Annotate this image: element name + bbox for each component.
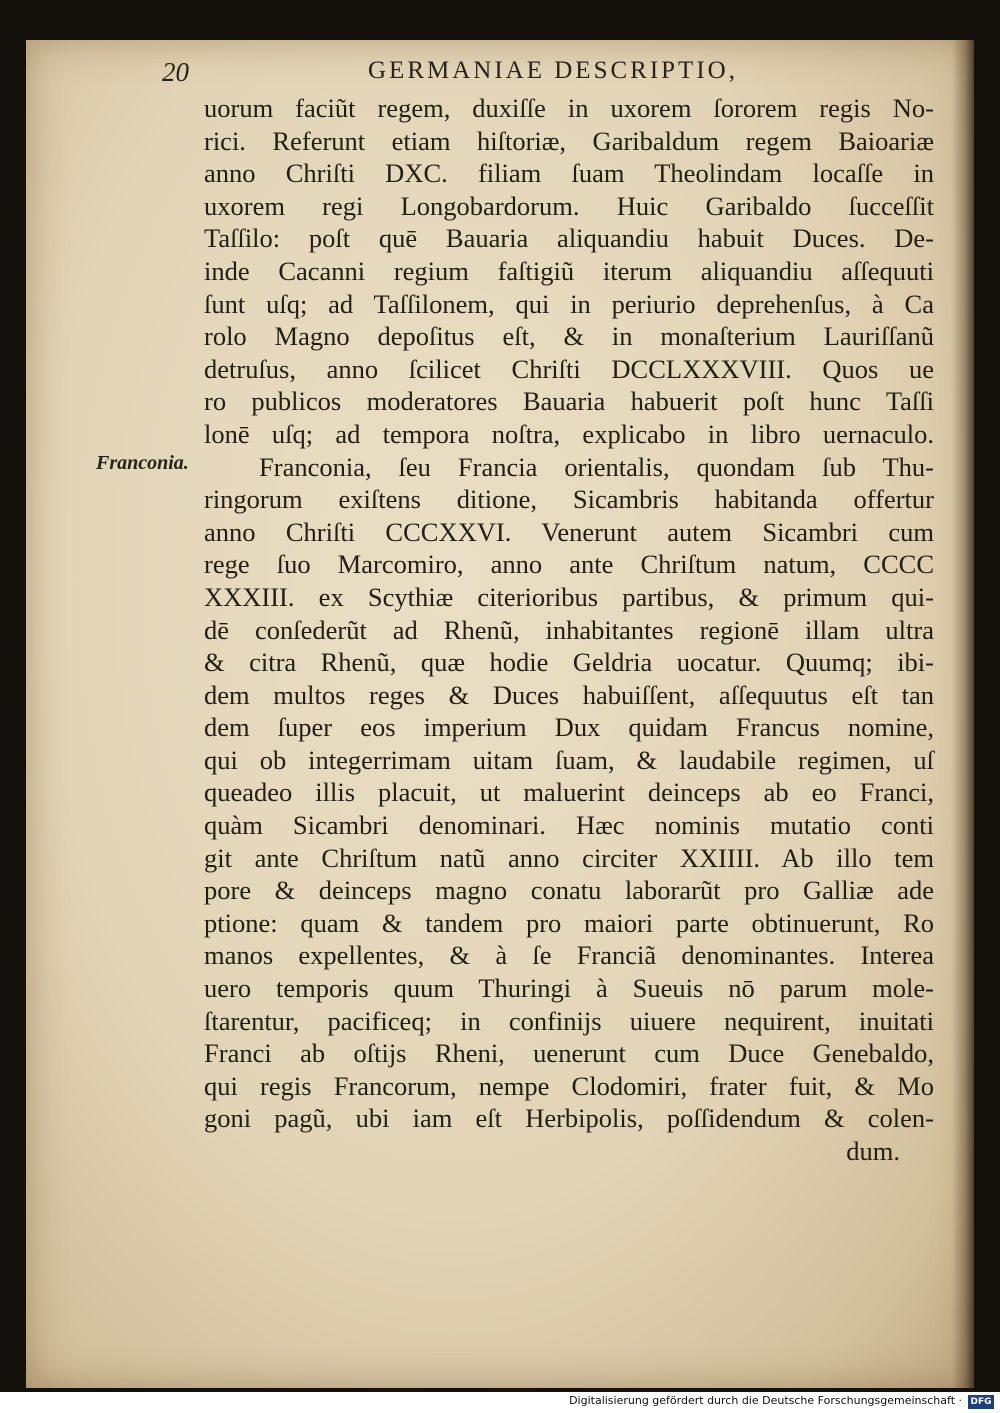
text-line: git ante Chriſtum natũ anno circiter XXIIII. Ab illo tem [204,842,934,873]
text-line: Taſſilo: poſt quē Bauaria aliquandiu habuit Duces. De- [204,223,934,254]
catchword-line: dum. [846,1136,900,1166]
text-line: rolo Magno depoſitus eſt, & in monaſterium Lauriſſanũ [204,321,934,352]
text-line: lonē uſq; ad tempora noſtra, explicabo in libro uernaculo. [204,418,934,449]
text-line: ptione: quam & tandem pro maiori parte obtinuerunt, Ro [204,907,934,938]
running-title: GERMANIAE DESCRIPTIO, [368,57,738,84]
paragraph-start-line: Franconia, ſeu Francia orientalis, quondam ſub Thu- [259,451,934,482]
text-line: detruſus, anno ſcilicet Chriſti DCCLXXXVIII. Quos ue [204,353,934,384]
text-line: Franci ab oſtijs Rheni, uenerunt cum Duce Genebaldo, [204,1038,934,1069]
page-header [162,55,922,95]
text-line: uero temporis quum Thuringi à Sueuis nō parum mole- [204,973,934,1004]
page-number: 20 [162,57,189,87]
body-text [204,92,934,1168]
text-line: & citra Rhenũ, quæ hodie Geldria uocatur. Quumq; ibi- [204,647,934,678]
text-line: qui ob integerrimam uitam ſuam, & laudabile regimen, uſ [204,744,934,775]
text-line: manos expellentes, & à ſe Franciã denominantes. Interea [204,940,934,971]
text-line: ſtarentur, pacificeq; in confinijs uiuere nequirent, inuitati [204,1005,934,1036]
text-line: ſunt uſq; ad Taſſilonem, qui in periurio deprehenſus, à Ca [204,288,934,319]
text-line: dē conſederũt ad Rhenũ, inhabitantes regionē illam ultra [204,614,934,645]
text-line: queadeo illis placuit, ut maluerint deinceps ab eo Franci, [204,777,934,808]
text-line: uorum faciũt regem, duxiſſe in uxorem ſororem regis No- [204,93,934,123]
text-line: quàm Sicambri denominari. Hæc nominis mutatio conti [204,810,934,841]
digitization-credit: Digitalisierung gefördert durch die Deutsche Forschungsgemeinschaft · [569,1394,962,1407]
text-line: ro publicos moderatores Bauaria habuerit poſt hunc Taſſi [204,386,934,417]
text-line: rici. Referunt etiam hiſtoriæ, Garibaldum regem Baioariæ [204,125,934,156]
text-line: uxorem regi Longobardorum. Huic Garibaldo ſucceſſit [204,190,934,221]
text-line: anno Chriſti DXC. filiam ſuam Theolindam locaſſe in [204,158,934,189]
text-line: dem multos reges & Duces habuiſſent, aſſequutus eſt tan [204,679,934,710]
dfg-logo: DFG [968,1395,994,1409]
footer-bar [0,1392,1000,1413]
text-line: pore & deinceps magno conatu laborarũt pro Galliæ ade [204,875,934,906]
text-line: goni pagũ, ubi iam eſt Herbipolis, poſſidendum & colen- [204,1103,934,1134]
text-line: rege ſuo Marcomiro, anno ante Chriſtum natum, CCCC [204,549,934,580]
text-line: anno Chriſti CCCXXVI. Venerunt autem Sicambri cum [204,516,934,547]
margin-note: Franconia. [96,452,189,474]
text-line: XXXIII. ex Scythiæ citerioribus partibus, & primum qui- [204,581,934,612]
page-gutter-shadow [952,40,974,1388]
text-line: dem ſuper eos imperium Dux quidam Francus nomine, [204,712,934,743]
text-line: qui regis Francorum, nempe Clodomiri, frater fuit, & Mo [204,1070,934,1101]
text-line: inde Cacanni regium faſtigiũ iterum aliquandiu aſſequuti [204,255,934,286]
text-line: ringorum exiſtens ditione, Sicambris habitanda offertur [204,484,934,515]
